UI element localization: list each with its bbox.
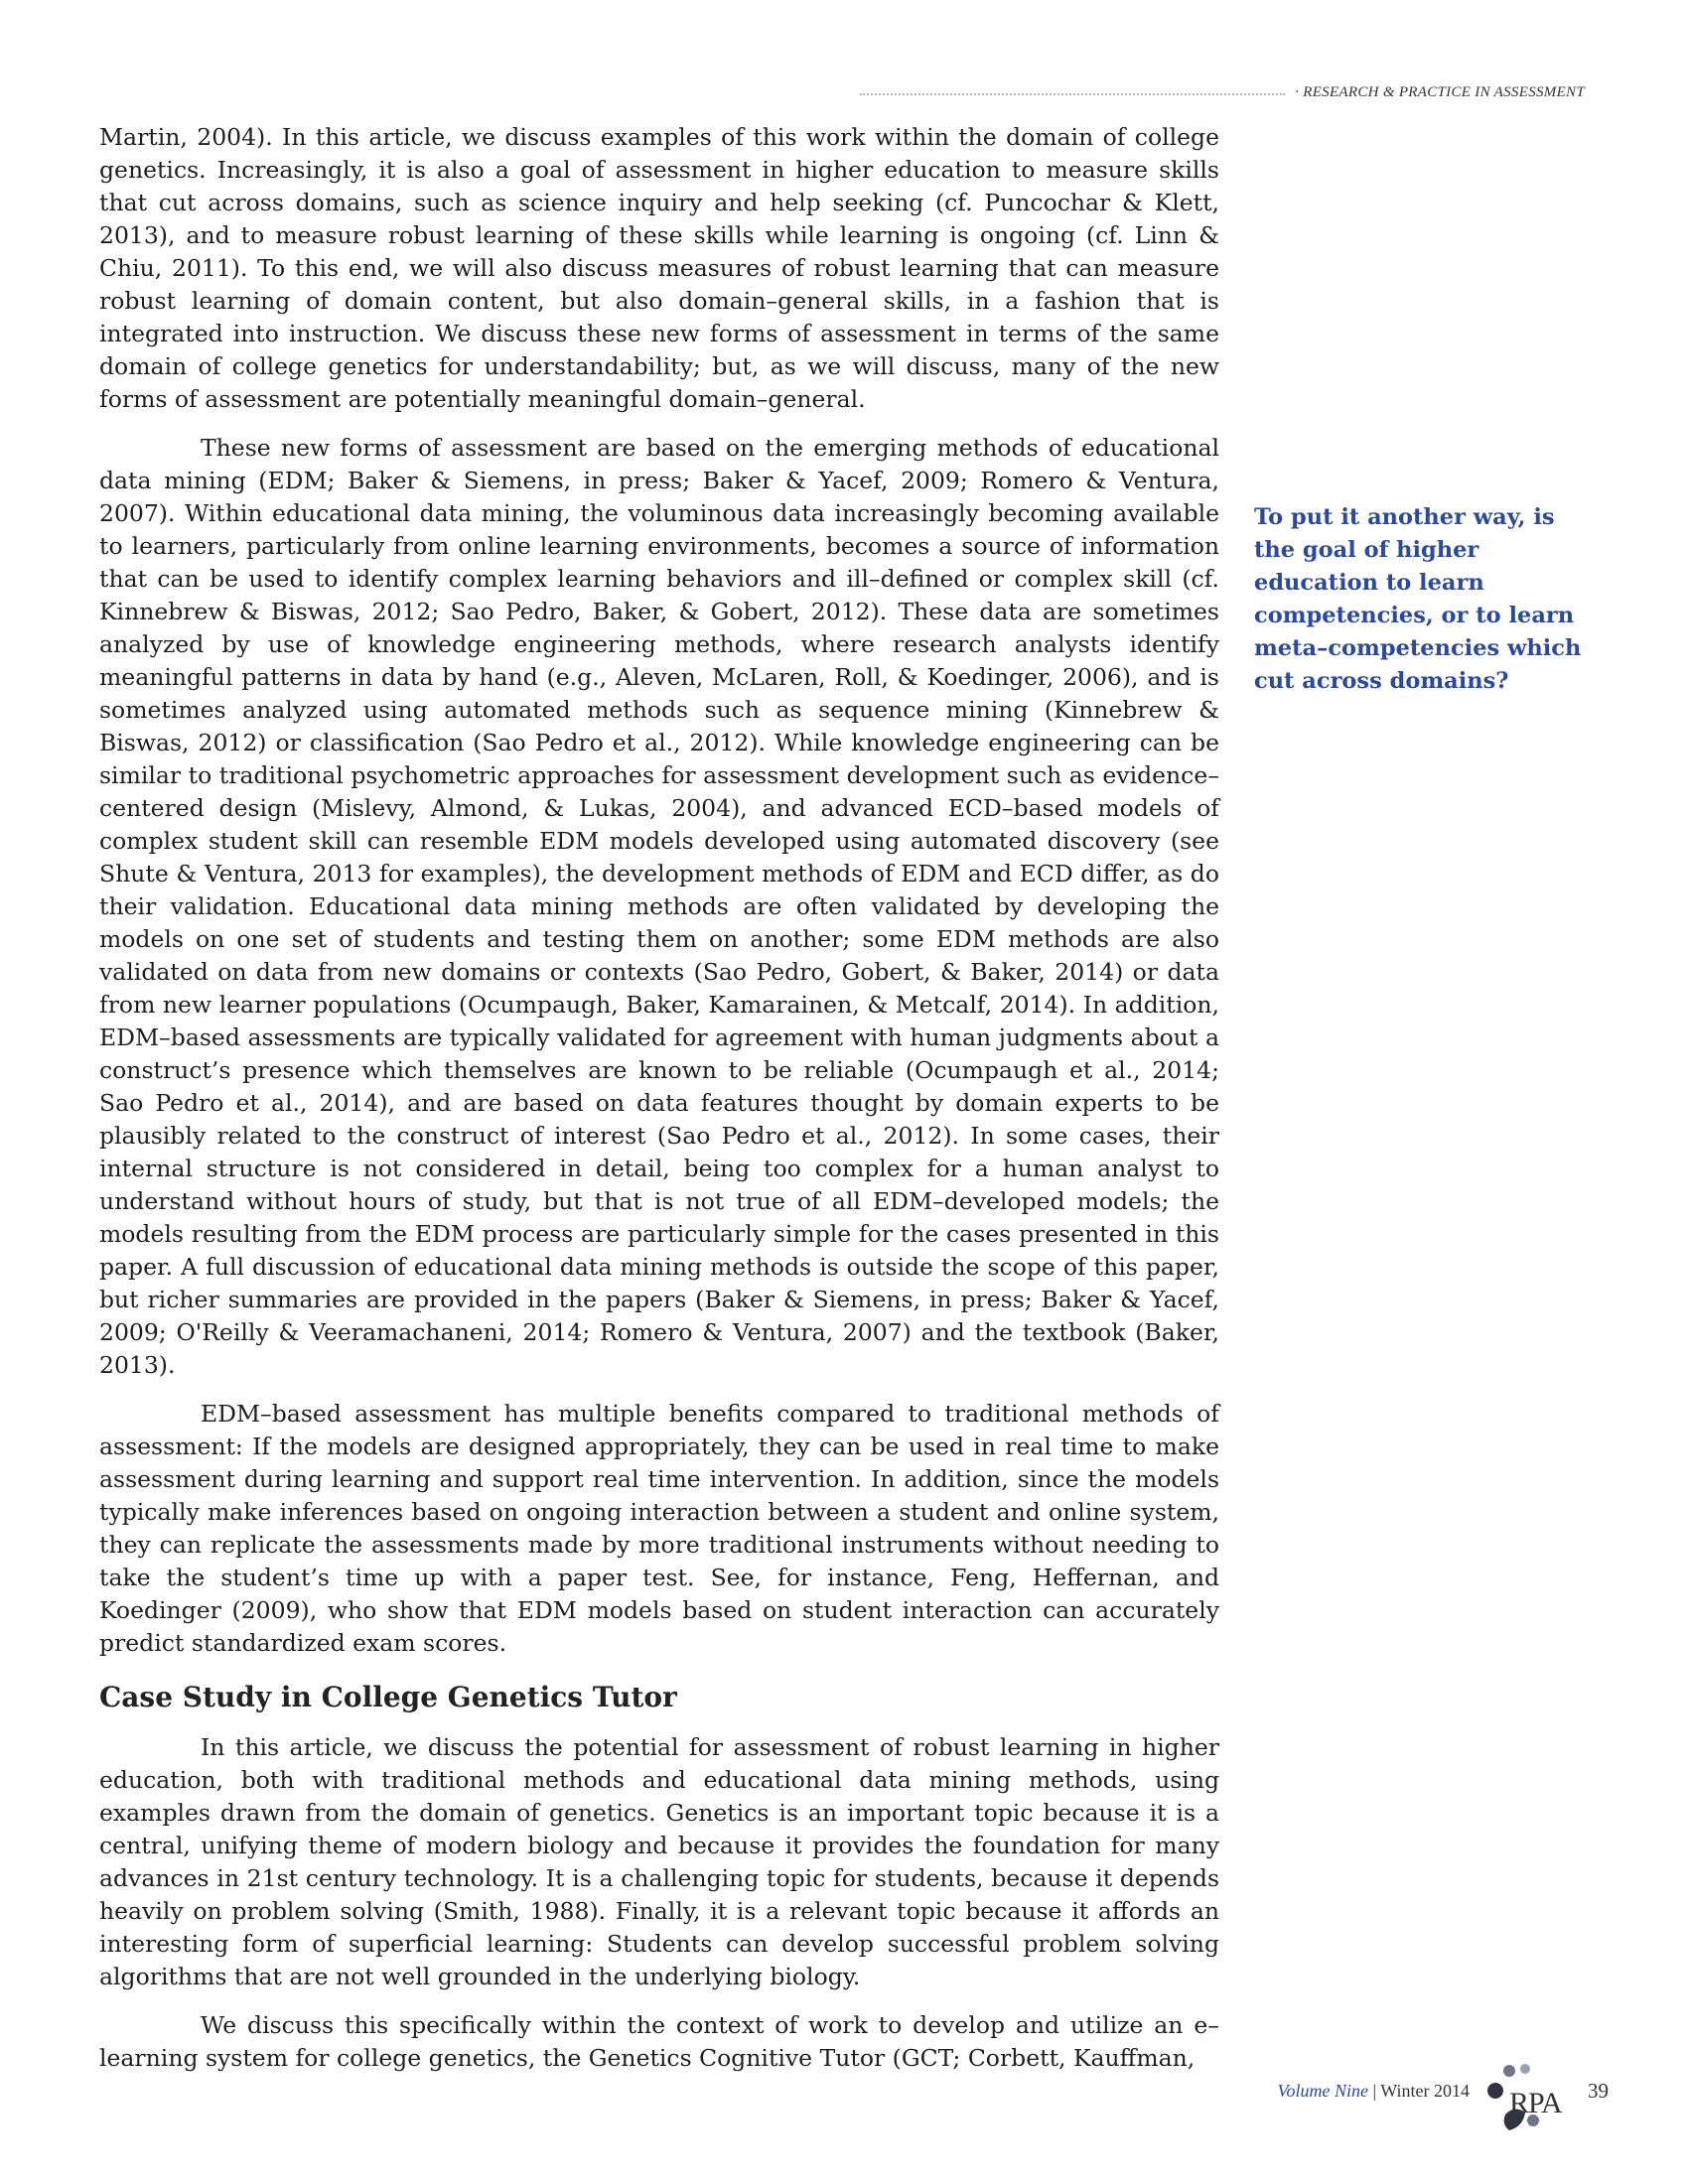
volume-name: Volume Nine bbox=[1277, 2081, 1368, 2101]
paragraph-5: We discuss this specifically within the context of work to develop and utilize an e–learning system for college genetics, the Genetics Cognitive Tutor (GCT; Corbett, Kauffman, bbox=[99, 2011, 1219, 2072]
journal-title: · RESEARCH & PRACTICE IN ASSESSMENT bbox=[1295, 83, 1585, 100]
paragraph-4: In this article, we discuss the potential for assessment of robust learning in higher education, both with traditional methods and educational data mining methods, using examples drawn from the domain of genetics. Genetics is an important topic because it is a central, unifying theme of modern biology and because it provides the foundation for many advances in 21st century technology. It is a challenging topic for students, because it depends heavily on problem solving (Smith, 1988). Finally, it is a relevant topic because it affords an interesting form of superficial learning: Students can develop successful problem solving algorithms that are not well grounded in the underlying biology. bbox=[99, 1733, 1219, 1990]
paragraph-2: These new forms of assessment are based on the emerging methods of educational data mining (EDM; Baker & Siemens, in press; Baker & Yacef, 2009; Romero & Ventura, 2007). Within educational data mining, the voluminous data increasingly becoming available to learners, particularly from online learning environments, becomes a source of information that can be used to identify complex learning behaviors and ill–defined or complex skill (cf. Kinnebrew & Biswas, 2012; Sao Pedro, Baker, & Gobert, 2012). These data are sometimes analyzed by use of knowledge engineering methods, where research analysts identify meaningful patterns in data by hand (e.g., Aleven, McLaren, Roll, & Koedinger, 2006), and is sometimes analyzed using automated methods such as sequence mining (Kinnebrew & Biswas, 2012) or classification (Sao Pedro et al., 2012). While knowledge engineering can be similar to traditional psychometric approaches for assessment development such as evidence–centered design (Mislevy, Almond, & Lukas, 2004), and advanced ECD–based models of complex student skill can resemble EDM models developed using automated discovery (see Shute & Ventura, 2013 for examples), the development methods of EDM and ECD differ, as do their validation. Educational data mining methods are often validated by developing the models on one set of students and testing them on another; some EDM methods are also validated on data from new domains or contexts (Sao Pedro, Gobert, & Baker, 2014) or data from new learner populations (Ocumpaugh, Baker, Kamarainen, & Metcalf, 2014). In addition, EDM–based assessments are typically validated for agreement with human judgments about a construct’s presence which themselves are known to be reliable (Ocumpaugh et al., 2014; Sao Pedro et al., 2014), and are based on data features thought by domain experts to be plausibly related to the construct of interest (Sao Pedro et al., 2012). In some cases, their internal structure is not considered in detail, being too complex for a human analyst to understand without hours of study, but that is not true of all EDM–developed models; the models resulting from the EDM process are particularly simple for the cases presented in this paper. A full discussion of educational data mining methods is outside the scope of this paper, but richer summaries are provided in the papers (Baker & Siemens, in press; Baker & Yacef, 2009; O'Reilly & Veeramachaneni, 2014; Romero & Ventura, 2007) and the textbook (Baker, 2013). bbox=[99, 434, 1219, 1379]
volume-info bbox=[1277, 2081, 1470, 2102]
logo-text: RPA bbox=[1509, 2087, 1562, 2119]
article-body bbox=[99, 121, 1219, 2091]
volume-separator: | bbox=[1367, 2081, 1381, 2101]
page-number: 39 bbox=[1588, 2079, 1609, 2103]
page-footer bbox=[1172, 2071, 1609, 2120]
rpa-logo-icon bbox=[1479, 2061, 1569, 2134]
paragraph-1: Martin, 2004). In this article, we discuss examples of this work within the domain of college genetics. Increasingly, it is also a goal of assessment in higher education to measure skills that cut across domains, such as science inquiry and help seeking (cf. Puncochar & Klett, 2013), and to measure robust learning of these skills while learning is ongoing (cf. Linn & Chiu, 2011). To this end, we will also discuss measures of robust learning that can measure robust learning of domain content, but also domain–general skills, in a fashion that is integrated into instruction. We discuss these new forms of assessment in terms of the same domain of college genetics for understandability; but, as we will discuss, many of the new forms of assessment are potentially meaningful domain–general. bbox=[99, 123, 1219, 413]
paragraph-3: EDM–based assessment has multiple benefits compared to traditional methods of assessment: If the models are designed appropriately, they can be used in real time to make assessment during learning and support real time intervention. In addition, since the models typically make inferences based on ongoing interaction between a student and online system, they can replicate the assessments made by more traditional instruments without needing to take the student’s time up with a paper test. See, for instance, Feng, Heffernan, and Koedinger (2009), who show that EDM models based on student interaction can accurately predict standardized exam scores. bbox=[99, 1400, 1219, 1657]
dotted-leader bbox=[860, 93, 1285, 95]
volume-season: Winter 2014 bbox=[1380, 2081, 1470, 2101]
pull-quote: To put it another way, is the goal of higher education to learn competencies, or to learn meta–competencies which cut across domains? bbox=[1254, 504, 1582, 694]
section-heading: Case Study in College Genetics Tutor bbox=[99, 1681, 677, 1713]
running-head bbox=[860, 81, 1585, 103]
